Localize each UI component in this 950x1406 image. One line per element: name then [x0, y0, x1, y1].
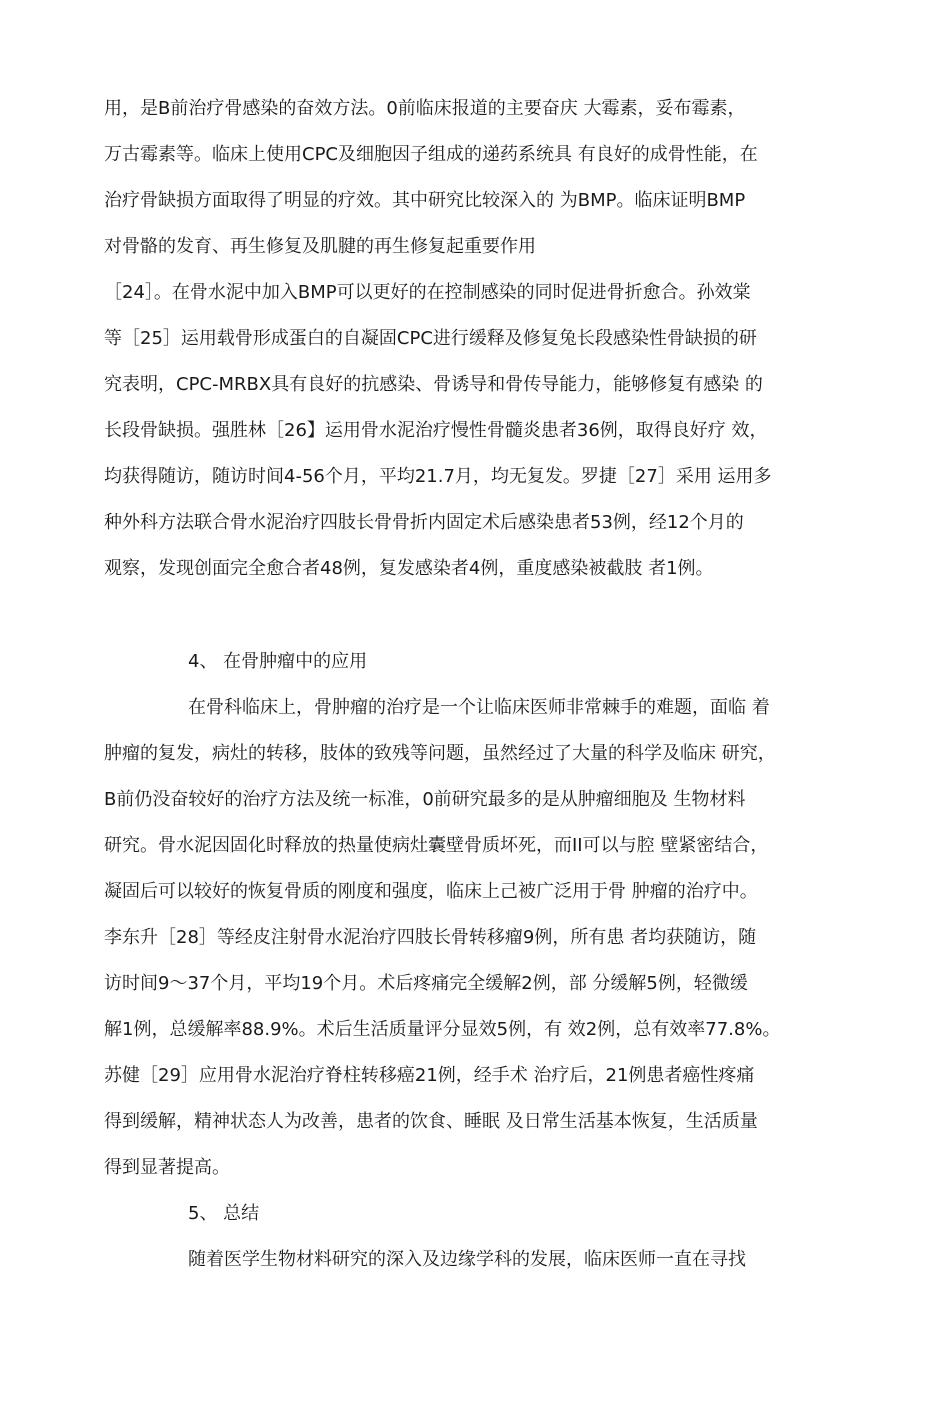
- paragraph-line: 治疗骨缺损方面取得了明显的疗效。其中研究比较深入的 为BMP。临床证明BMP: [104, 190, 746, 211]
- paragraph-line: B前仍没奋较好的治疗方法及统一标准，0前研究最多的是从肿瘤细胞及 生物材料: [104, 789, 746, 810]
- paragraph-line: 种外科方法联合骨水泥治疗四肢长骨骨折内固定术后感染患者53例，经12个月的: [104, 512, 744, 533]
- paragraph-line: 得到缓解，精神状态人为改善，患者的饮食、睡眠 及日常生活基本恢复，生活质量: [104, 1111, 758, 1132]
- paragraph-line: 观察，发现创面完全愈合者48例，复发感染者4例，重度感染被截肢 者1例。: [104, 558, 714, 579]
- paragraph-line: 李东升［28］等经皮注射骨水泥治疗四肢长骨转移瘤9例，所有患 者均获随访，随: [104, 927, 757, 948]
- paragraph-line: ［24］。在骨水泥中加入BMP可以更好的在控制感染的同时促进骨折愈合。孙效棠: [104, 282, 751, 303]
- paragraph-line: 凝固后可以较好的恢复骨质的刚度和强度，临床上己被广泛用于骨 肿瘤的治疗中。: [104, 881, 758, 902]
- paragraph-line: 肿瘤的复发，病灶的转移，肢体的致残等问题，虽然经过了大量的科学及临床 研究，: [104, 743, 776, 764]
- paragraph-line: 万古霉素等。临床上使用CPC及细胞因子组成的递药系统具 有良好的成骨性能，在: [104, 144, 758, 165]
- paragraph-line: 解1例，总缓解率88.9%。术后生活质量评分显效5例，有 效2例，总有效率77.8%。: [104, 1019, 781, 1040]
- paragraph-line: 均获得随访，随访时间4-56个月，平均21.7月，均无复发。罗捷［27］采用 运用多: [104, 466, 772, 487]
- paragraph-line: 得到显著提高。: [104, 1157, 230, 1178]
- paragraph-line: 对骨骼的发育、再生修复及肌腱的再生修复起重要作用: [104, 236, 536, 257]
- paragraph-line: 长段骨缺损。强胜林［26】运用骨水泥治疗慢性骨髓炎患者36例，取得良好疗 效，: [104, 420, 768, 441]
- section-heading: 5、 总结: [188, 1203, 260, 1224]
- paragraph-line: 等［25］运用载骨形成蛋白的自凝固CPC进行缓释及修复兔长段感染性骨缺损的研: [104, 328, 757, 349]
- paragraph-line: 随着医学生物材料研究的深入及边缘学科的发展，临床医师一直在寻找: [188, 1249, 746, 1270]
- paragraph-line: 究表明，CPC-MRBX具有良好的抗感染、骨诱导和骨传导能力，能够修复有感染 的: [104, 374, 763, 395]
- paragraph-line: 在骨科临床上，骨肿瘤的治疗是一个让临床医师非常棘手的难题，面临 着: [188, 697, 770, 718]
- paragraph-line: 苏健［29］应用骨水泥治疗脊柱转移癌21例，经手术 治疗后，21例患者癌性疼痛: [104, 1065, 755, 1086]
- paragraph-line: 访时间9〜37个月，平均19个月。术后疼痛完全缓解2例，部 分缓解5例，轻微缓: [104, 973, 748, 994]
- section-heading: 4、 在骨肿瘤中的应用: [188, 651, 368, 672]
- paragraph-line: 用，是B前治疗骨感染的奋效方法。0前临床报道的主要奋庆 大霉素，妥布霉素，: [104, 98, 746, 119]
- paragraph-line: 研究。骨水泥因固化时释放的热量使病灶囊壁骨质坏死，而II可以与腔 壁紧密结合，: [104, 835, 769, 856]
